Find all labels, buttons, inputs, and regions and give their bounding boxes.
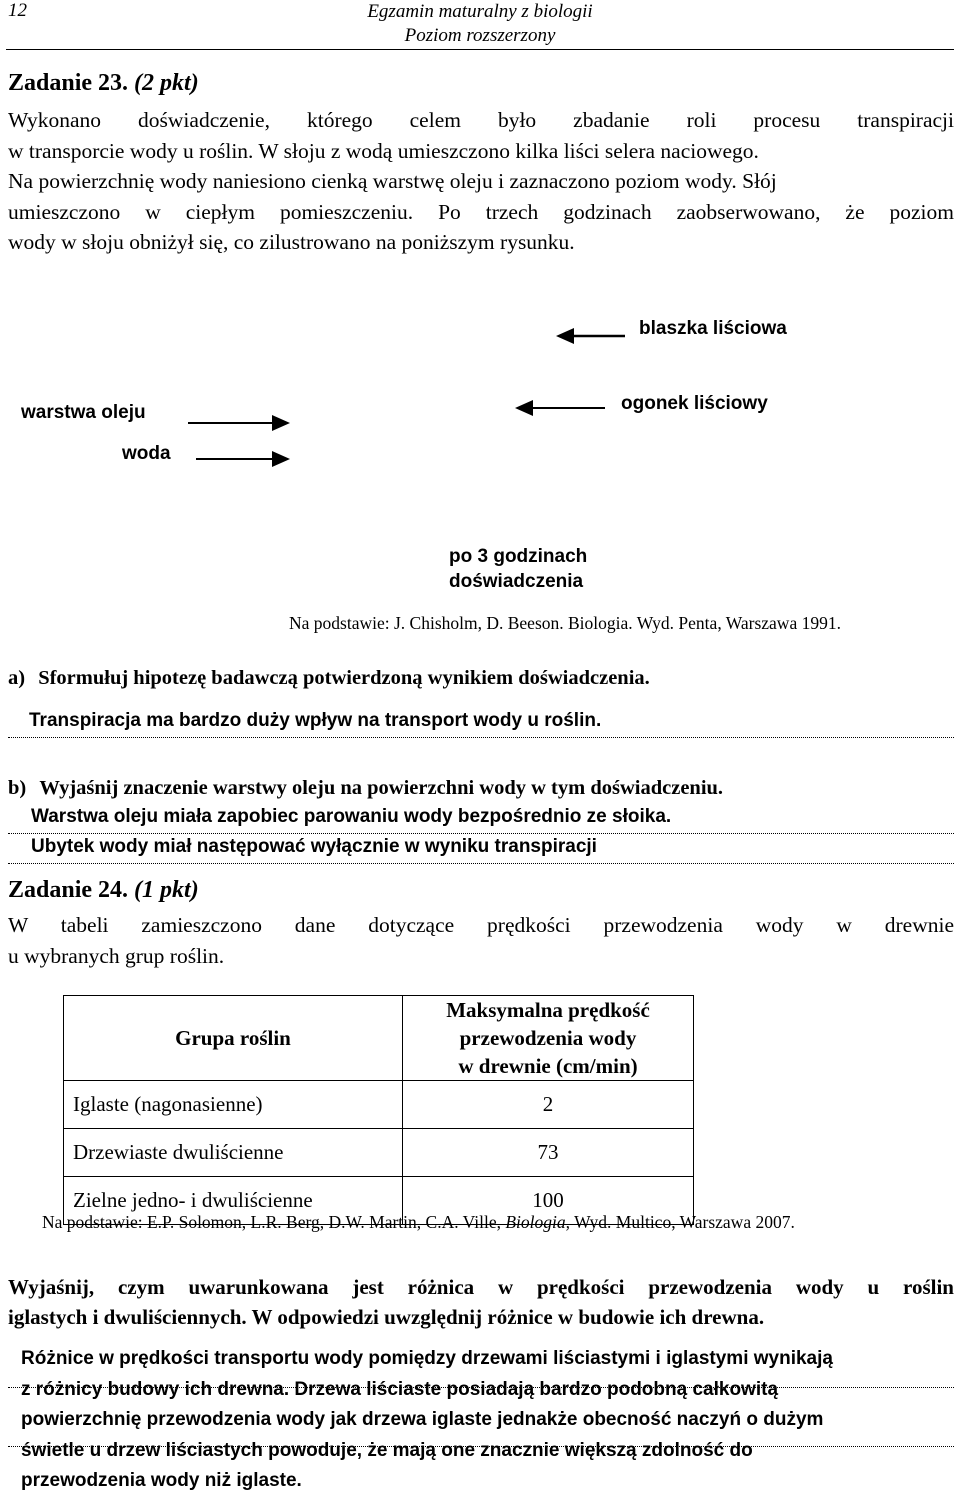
task-23-intro [8,105,954,258]
answer-24 [21,1344,833,1497]
answer-line [8,737,954,738]
table-cell-value: 73 [403,1129,694,1177]
question-b-text: Wyjaśnij znaczenie warstwy oleju na powierzchni wody w tym doświadczeniu. [39,777,724,799]
label-after-line: po 3 godzinach [449,546,588,567]
answer-a: Transpiracja ma bardzo duży wpływ na transport wody u roślin. [29,710,602,731]
header-line: w drewnie (cm/min) [458,1054,638,1078]
label-leaf-blade: blaszka liściowa [639,318,787,339]
table-header-row [64,996,694,1081]
water-conduction-table [63,995,694,1225]
task-24-number: Zadanie 24. [8,877,129,903]
table-cell-value: 100 [403,1177,694,1225]
table-header-group: Grupa roślin [64,996,403,1081]
task-24-question [8,1272,954,1332]
label-after-3h [449,544,587,594]
source-title: Biologia, [505,1212,570,1232]
task-24-title [8,877,199,904]
arrow-oil-head [272,415,290,431]
exam-header [0,0,960,48]
intro-line: Na powierzchnię wody naniesiono cienką warstwę oleju i zaznaczono poziom wody. Słój [8,169,777,193]
header-divider [6,49,954,50]
task-23-points: (2 pkt) [134,70,199,96]
intro-line: u wybranych grup roślin. [8,943,225,968]
intro-line: wody w słoju obniżył się, co zilustrowano na poniższym rysunku. [8,230,575,254]
arrow-water-head [272,451,290,467]
task-23-title [8,70,199,97]
answer-line [8,833,954,834]
answer-b-line1: Warstwa oleju miała zapobiec parowaniu wody bezpośrednio ze słoika. [31,806,672,827]
table-row [64,1081,694,1129]
header-line: Maksymalna prędkość przewodzenia wody [446,998,650,1050]
label-petiole: ogonek liściowy [621,393,768,414]
source-authors: Na podstawie: E.P. Solomon, L.R. Berg, D.W. Martin, C.A. Ville, [42,1212,501,1232]
arrow-blade-head [556,328,574,344]
table-cell-group: Zielne jedno- i dwuliścienne [64,1177,403,1225]
table-cell-group: Iglaste (nagonasienne) [64,1081,403,1129]
question-a-prefix: a) [8,667,26,689]
table-row [64,1129,694,1177]
label-water: woda [122,443,171,464]
answer-24-line: przewodzenia wody niż iglaste. [21,1470,302,1491]
answer-24-line: powierzchnię przewodzenia wody jak drzewa iglaste jednakże obecność naczyń o dużym [21,1409,824,1430]
intro-line: umieszczono w ciepłym pomieszczeniu. Po trzech godzinach zaobserwowano, że poziom [8,199,954,224]
intro-line: Wykonano doświadczenie, którego celem było zbadanie roli procesu transpiracji [8,108,954,132]
table-cell-value: 2 [403,1081,694,1129]
question-b [8,777,723,800]
label-after-line: doświadczenia [449,571,584,592]
label-oil-layer: warstwa oleju [21,402,146,423]
answer-24-line: świetle u drzew liściastych powoduje, że mają one znacznie większą zdolność do [21,1439,753,1461]
answer-b-line2: Ubytek wody miał następować wyłącznie w wyniku transpiracji [31,836,597,857]
answer-24-line: Różnice w prędkości transportu wody pomiędzy drzewami liściastymi i iglastymi wynikają [21,1348,833,1369]
table-header-speed [403,996,694,1081]
question-line: iglastych i dwuliściennych. W odpowiedzi uwzględnij różnice w budowie ich drewna. [8,1305,765,1329]
question-line: Wyjaśnij, czym uwarunkowana jest różnica w prędkości przewodzenia wody u roślin [8,1275,954,1299]
question-a-text: Sformułuj hipotezę badawczą potwierdzoną wynikiem doświadczenia. [38,667,650,689]
task-23-number: Zadanie 23. [8,70,129,96]
figure-source: Na podstawie: J. Chisholm, D. Beeson. Biologia. Wyd. Penta, Warszawa 1991. [289,613,841,633]
page-number: 12 [8,0,27,21]
answer-24-line: z różnicy budowy ich drewna. Drzewa liściaste posiadają bardzo podobną całkowitą [21,1378,779,1400]
answer-line [8,863,954,864]
task-24-intro [8,910,954,971]
arrow-petiole-head [515,400,533,416]
table-source [42,1212,795,1233]
question-b-prefix: b) [8,777,27,799]
question-a [8,667,650,690]
exam-level: Poziom rozszerzony [404,25,556,46]
task-24-points: (1 pkt) [134,877,199,903]
intro-line: w transporcie wody u roślin. W słoju z wodą umieszczono kilka liści selera naciowego. [8,138,759,163]
exam-title: Egzamin maturalny z biologii [367,1,593,22]
figure-arrows [0,300,960,500]
intro-line: W tabeli zamieszczono dane dotyczące prędkości przewodzenia wody w drewnie [8,913,954,937]
table-cell-group: Drzewiaste dwuliścienne [64,1129,403,1177]
source-publisher: Wyd. Multico, Warszawa 2007. [574,1212,795,1232]
